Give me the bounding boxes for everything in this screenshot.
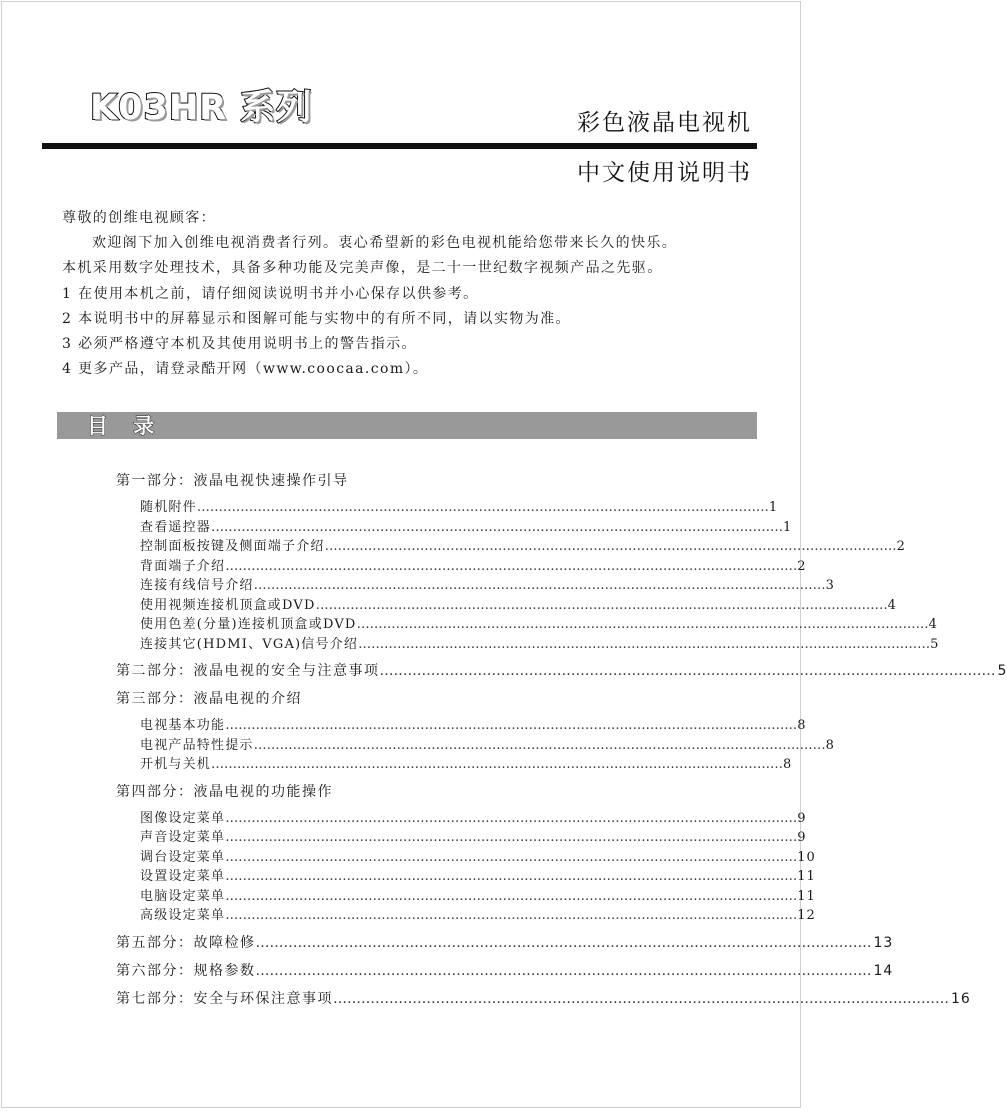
note-item: 1 在使用本机之前，请仔细阅读说明书并小心保存以供参考。 xyxy=(62,285,479,302)
toc-entry-page: 11 xyxy=(797,869,816,884)
toc-leader-dots: …………………………………………………………………………………………………………………… xyxy=(356,617,929,632)
toc-leader-dots: …………………………………………………………………………………………………………………… xyxy=(211,519,784,535)
toc-leader-dots: …………………………………………………………………………………………………………………… xyxy=(225,718,798,733)
toc-entry-page: 3 xyxy=(825,578,835,593)
toc-entry-page: 12 xyxy=(797,908,816,923)
toc-entry[interactable] xyxy=(140,809,807,829)
toc-leader-dots: …………………………………………………………………………………………………………………… xyxy=(358,636,931,652)
toc-part[interactable] xyxy=(116,932,894,954)
toc-entry-label: 背面端子介绍 xyxy=(140,558,226,574)
toc-entry-page: 2 xyxy=(797,558,807,574)
toc-entry[interactable] xyxy=(140,906,816,926)
toc-leader-dots: …………………………………………………………………………………………………………………… xyxy=(255,934,872,951)
toc-entry[interactable] xyxy=(140,557,807,577)
toc-entry-label: 电脑设定菜单 xyxy=(140,888,226,904)
toc-entry-label: 使用视频连接机顶盒或DVD xyxy=(140,597,316,613)
toc-entry[interactable] xyxy=(140,887,816,907)
toc-part-title: 第四部分：液晶电视的功能操作 xyxy=(116,783,333,800)
toc-entry-page: 1 xyxy=(783,519,793,535)
toc-part-title: 第三部分：液晶电视的介绍 xyxy=(116,691,302,707)
toc-entry[interactable] xyxy=(140,755,793,775)
manual-title: 中文使用说明书 xyxy=(577,160,752,186)
greeting: 尊敬的创维电视顾客： xyxy=(62,210,216,226)
toc-entry-label: 设置设定菜单 xyxy=(140,869,226,884)
toc-entry[interactable] xyxy=(140,867,816,887)
toc-entry-label: 连接其它(HDMI、VGA)信号介绍 xyxy=(140,636,359,652)
toc-part[interactable] xyxy=(116,781,716,803)
toc-entry-page: 9 xyxy=(797,830,807,845)
toc-part-title: 第二部分：液晶电视的安全与注意事项 xyxy=(116,663,380,679)
toc-entry[interactable] xyxy=(140,828,807,848)
toc-entry-page: 1 xyxy=(768,500,779,515)
toc-entry-label: 控制面板按键及侧面端子介绍 xyxy=(140,539,325,554)
toc-leader-dots: …………………………………………………………………………………………………………………… xyxy=(196,500,769,515)
toc-leader-dots: …………………………………………………………………………………………………………………… xyxy=(255,962,872,979)
toc-leader-dots: …………………………………………………………………………………………………………………… xyxy=(211,757,784,772)
toc-entry[interactable] xyxy=(140,518,793,538)
toc-entry-label: 随机附件 xyxy=(140,500,197,515)
toc-entry[interactable] xyxy=(140,848,816,868)
toc-part-page: 5 xyxy=(997,663,1007,679)
toc-entry-page: 9 xyxy=(797,810,807,826)
toc-entry-label: 连接有线信号介绍 xyxy=(140,578,254,593)
series-title: K03HR 系列 xyxy=(90,88,313,128)
toc-part[interactable] xyxy=(116,988,971,1010)
toc-entry-label: 电视基本功能 xyxy=(140,718,226,733)
toc-leader-dots: …………………………………………………………………………………………………………………… xyxy=(225,849,798,865)
toc-entry[interactable] xyxy=(140,716,807,736)
toc-entry-label: 声音设定菜单 xyxy=(140,830,226,845)
note-item: 4 更多产品，请登录酷开网（www.coocaa.com）。 xyxy=(62,361,429,378)
note-item: 3 必须严格遵守本机及其使用说明书上的警告指示。 xyxy=(62,336,417,353)
toc-leader-dots: …………………………………………………………………………………………………………………… xyxy=(333,990,949,1007)
toc-heading: 目 录 xyxy=(87,414,164,438)
toc-entry-page: 5 xyxy=(930,636,940,652)
toc-entry[interactable] xyxy=(140,615,938,635)
toc-part-page: 13 xyxy=(873,934,894,951)
toc-leader-dots: …………………………………………………………………………………………………………………… xyxy=(253,737,826,753)
toc-leader-dots: …………………………………………………………………………………………………………………… xyxy=(225,830,798,845)
toc-leader-dots: …………………………………………………………………………………………………………………… xyxy=(324,539,897,554)
toc-entry-label: 开机与关机 xyxy=(140,757,212,772)
note-item: 2 本说明书中的屏幕显示和图解可能与实物中的有所不同，请以实物为准。 xyxy=(62,310,571,327)
toc-entry-page: 2 xyxy=(896,539,906,554)
intro-section xyxy=(62,206,762,382)
toc-part[interactable] xyxy=(116,688,716,710)
toc-entry[interactable] xyxy=(140,498,779,518)
toc-heading-band xyxy=(57,412,757,439)
welcome-text: 欢迎阁下加入创维电视消费者行列。衷心希望新的彩色电视机能给您带来长久的快乐。 xyxy=(92,235,678,252)
toc-part-title: 第一部分：液晶电视快速操作引导 xyxy=(116,473,349,489)
table-of-contents xyxy=(116,470,1007,1010)
toc-leader-dots: …………………………………………………………………………………………………………………… xyxy=(315,597,888,613)
toc-entry-label: 电视产品特性提示 xyxy=(140,737,254,753)
toc-entry-list xyxy=(116,498,940,654)
toc-entry-list xyxy=(116,809,816,926)
toc-part[interactable] xyxy=(116,660,1007,682)
toc-entry[interactable] xyxy=(140,576,835,596)
toc-entry[interactable] xyxy=(140,537,906,557)
toc-entry-page: 4 xyxy=(928,617,938,632)
toc-entry-page: 4 xyxy=(887,597,897,613)
toc-entry-page: 8 xyxy=(797,718,807,733)
toc-part-title: 第七部分：安全与环保注意事项 xyxy=(116,990,333,1007)
toc-entry-label: 查看遥控器 xyxy=(140,519,212,535)
toc-entry-page: 11 xyxy=(797,888,816,904)
header-rule xyxy=(42,143,757,149)
toc-entry-label: 高级设定菜单 xyxy=(140,908,226,923)
toc-part-page: 16 xyxy=(951,990,971,1007)
toc-leader-dots: …………………………………………………………………………………………………………………… xyxy=(253,578,826,593)
toc-entry-label: 调台设定菜单 xyxy=(140,849,226,865)
toc-entry-page: 8 xyxy=(825,737,835,753)
toc-entry[interactable] xyxy=(140,596,897,616)
toc-part[interactable] xyxy=(116,470,716,492)
toc-leader-dots: …………………………………………………………………………………………………………………… xyxy=(225,810,798,826)
toc-entry-page: 8 xyxy=(783,757,793,772)
toc-part-title: 第五部分：故障检修 xyxy=(116,934,256,951)
toc-entry-list xyxy=(116,716,835,775)
toc-entry[interactable] xyxy=(140,635,940,655)
toc-entry-page: 10 xyxy=(797,849,816,865)
toc-leader-dots: …………………………………………………………………………………………………………………… xyxy=(225,908,798,923)
toc-leader-dots: …………………………………………………………………………………………………………………… xyxy=(225,558,798,574)
toc-part-page: 14 xyxy=(873,962,894,979)
toc-entry-label: 图像设定菜单 xyxy=(140,810,226,826)
toc-leader-dots: …………………………………………………………………………………………………………………… xyxy=(225,888,798,904)
toc-leader-dots: …………………………………………………………………………………………………………………… xyxy=(225,869,798,884)
toc-part-title: 第六部分：规格参数 xyxy=(116,962,256,979)
toc-leader-dots: …………………………………………………………………………………………………………………… xyxy=(379,663,996,679)
product-name: 彩色液晶电视机 xyxy=(577,110,752,136)
toc-entry-label: 使用色差(分量)连接机顶盒或DVD xyxy=(140,617,357,632)
toc-part[interactable] xyxy=(116,960,894,982)
toc-entry[interactable] xyxy=(140,736,835,756)
description-text: 本机采用数字处理技术，具备多种功能及完美声像，是二十一世纪数字视频产品之先驱。 xyxy=(62,260,663,277)
